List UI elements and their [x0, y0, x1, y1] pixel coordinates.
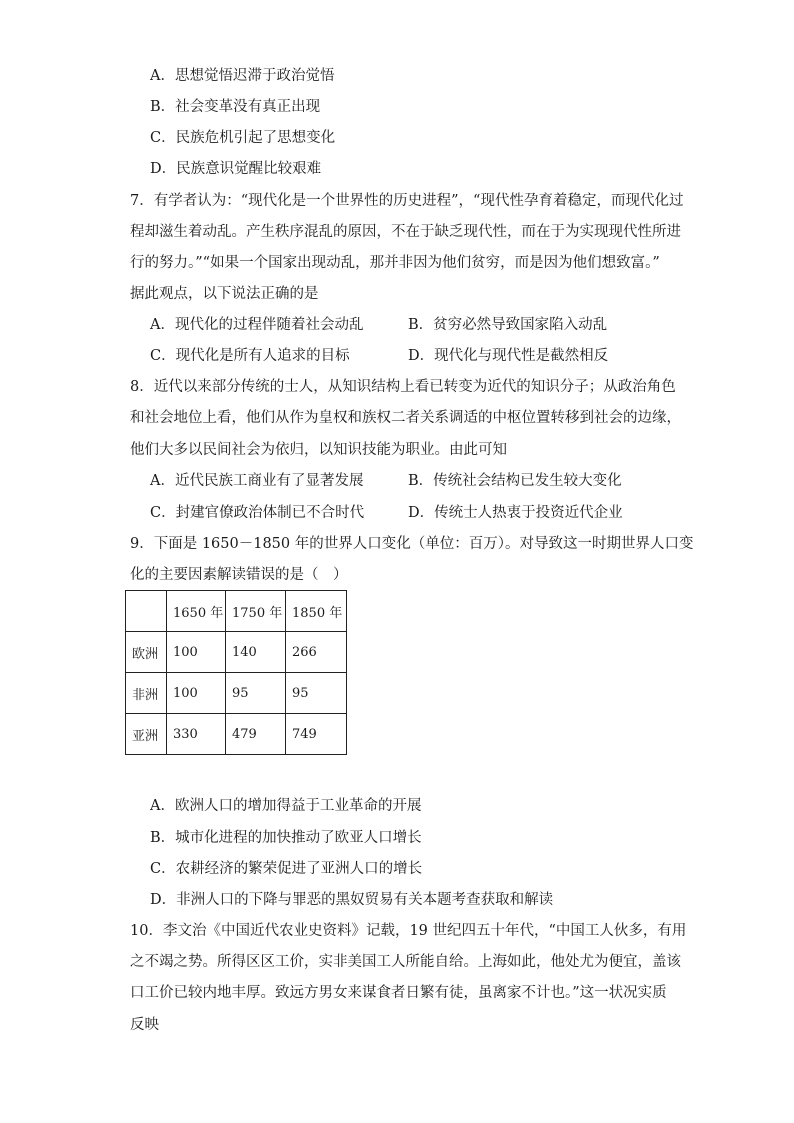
table-cell: 欧洲: [126, 632, 167, 673]
q10-stem-line-3: 口工价已较内地丰厚。致远方男女来谋食者日繁有徒，虽离家不计也。”这一状况实质: [130, 985, 667, 1001]
q7-stem-line-2: 程却滋生着动乱。产生秩序混乱的原因，不在于缺乏现代性，而在于为实现现代性所进: [130, 224, 681, 240]
q8-stem-line-2: 和社会地位上看，他们从作为皇权和族权二者关系调适的中枢位置转移到社会的边缘，: [130, 410, 681, 426]
q9-stem-line-1: 9．下面是 1650－1850 年的世界人口变化（单位：百万）。对导致这一时期世界人口变: [130, 536, 694, 552]
q7-option-b: B．贫穷必然导致国家陷入动乱: [408, 317, 608, 333]
table-header-cell: 1650 年: [167, 591, 226, 632]
q6-option-b: B．社会变革没有真正出现: [150, 99, 321, 115]
q8-stem-line-1: 8．近代以来部分传统的士人，从知识结构上看已转变为近代的知识分子；从政治角色: [130, 379, 676, 395]
q7-stem-line-3: 行的努力。”“如果一个国家出现动乱，那并非因为他们贫穷，而是因为他们想致富。”: [130, 255, 660, 271]
table-row: [126, 632, 347, 673]
q6-option-c: C．民族危机引起了思想变化: [150, 130, 336, 146]
table-cell: 330: [167, 714, 226, 755]
table-cell: 100: [167, 632, 226, 673]
table-cell: 亚洲: [126, 714, 167, 755]
q9-option-c: C．农耕经济的繁荣促进了亚洲人口的增长: [150, 861, 423, 877]
q7-option-a: A．现代化的过程伴随着社会动乱: [150, 317, 364, 333]
q7-option-c: C．现代化是所有人追求的目标: [150, 348, 350, 364]
q9-option-b: B．城市化进程的加快推动了欧亚人口增长: [150, 830, 422, 846]
table-header-cell: [126, 591, 167, 632]
table-cell: 非洲: [126, 673, 167, 714]
q8-option-b: B．传统社会结构已发生较大变化: [408, 473, 622, 489]
table-header-row: [126, 591, 347, 632]
q10-stem-line-1: 10．李文治《中国近代农业史资料》记载，19 世纪四五十年代，“中国工人伙多，有用: [130, 923, 687, 939]
q7-stem-line-1: 7．有学者认为：“现代化是一个世界性的历史进程”，“现代性孕育着稳定，而现代化过: [130, 193, 684, 209]
q6-option-d: D．民族意识觉醒比较艰难: [150, 161, 322, 177]
table-header-cell: 1750 年: [226, 591, 286, 632]
table-cell: 100: [167, 673, 226, 714]
population-table: [125, 590, 347, 755]
q6-option-a: A．思想觉悟迟滞于政治觉悟: [150, 68, 335, 84]
table-cell: 140: [226, 632, 286, 673]
q9-option-a: A．欧洲人口的增加得益于工业革命的开展: [150, 798, 422, 814]
table-row: [126, 673, 347, 714]
q9-option-d: D．非洲人口的下降与罪恶的黑奴贸易有关本题考查获取和解读: [150, 892, 554, 908]
table-cell: 479: [226, 714, 286, 755]
q10-stem-line-2: 之不竭之势。所得区区工价，实非美国工人所能自给。上海如此，他处尤为便宜，盖该: [130, 954, 681, 970]
table-cell: 266: [286, 632, 347, 673]
q10-stem-line-4: 反映: [130, 1017, 159, 1033]
q8-option-a: A．近代民族工商业有了显著发展: [150, 473, 364, 489]
q7-stem-line-4: 据此观点，以下说法正确的是: [130, 286, 319, 302]
q7-option-d: D．现代化与现代性是截然相反: [408, 348, 609, 364]
q8-option-c: C．封建官僚政治体制已不合时代: [150, 505, 365, 521]
table-cell: 95: [226, 673, 286, 714]
table-header-cell: 1850 年: [286, 591, 347, 632]
q8-stem-line-3: 他们大多以民间社会为依归，以知识技能为职业。由此可知: [130, 442, 507, 458]
q8-option-d: D．传统士人热衷于投资近代企业: [408, 505, 623, 521]
table-cell: 749: [286, 714, 347, 755]
q9-stem-line-2: 化的主要因素解读错误的是（ ）: [130, 567, 348, 583]
table-row: [126, 714, 347, 755]
table-cell: 95: [286, 673, 347, 714]
